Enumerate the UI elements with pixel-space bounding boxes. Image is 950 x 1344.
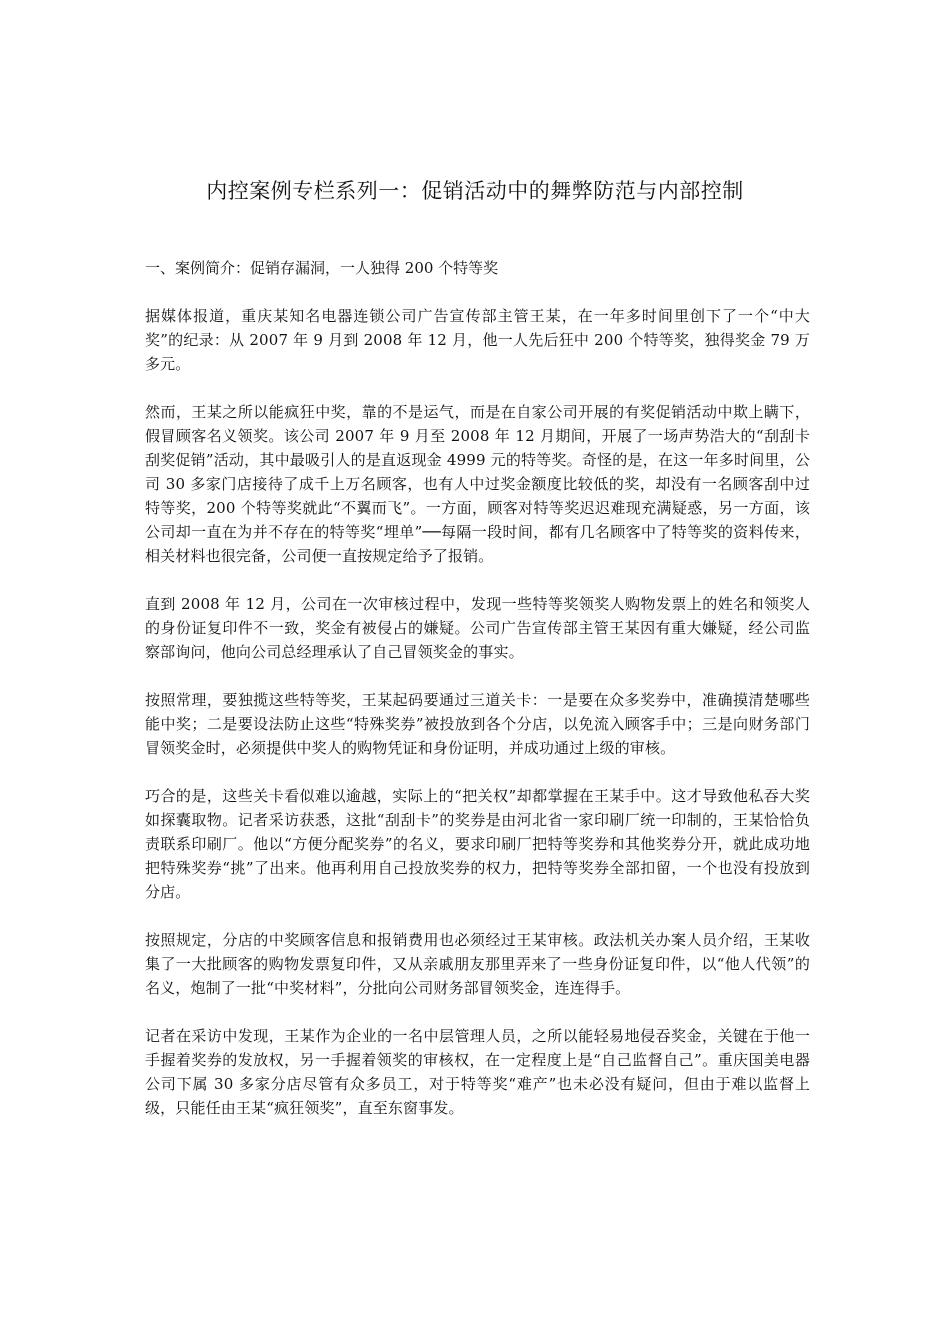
paragraph-2: 然而，王某之所以能疯狂中奖，靠的不是运气，而是在自家公司开展的有奖促销活动中欺上瞒下，假冒顾客名义领奖。该公司 2007 年 9 月至 2008 年 12 月期间，开展了一场声势浩大的“刮刮卡刮奖促销”活动，其中最吸引人的是直返现金 4999 元的特等奖。奇怪的是，在这一年多时间里，公司 30 多家门店接待了成千上万名顾客，也有人中过奖金额度比较低的奖，却没有一名顾客刮中过特等奖，200 个特等奖就此“不翼而飞”。一方面，顾客对特等奖迟迟难现充满疑惑，另一方面，该公司却一直在为并不存在的特等奖“埋单”──每隔一段时间，都有几名顾客中了特等奖的资料传来，相关材料也很完备，公司便一直按规定给予了报销。 — [145, 403, 810, 565]
paragraph-6: 按照规定，分店的中奖顾客信息和报销费用也必须经过王某审核。政法机关办案人员介绍，王某收集了一大批顾客的购物发票复印件，又从亲戚朋友那里弄来了一些身份证复印件，以“他人代领”的名义，炮制了一批“中奖材料”，分批向公司财务部冒领奖金，连连得手。 — [145, 931, 810, 997]
paragraph-3: 直到 2008 年 12 月，公司在一次审核过程中，发现一些特等奖领奖人购物发票上的姓名和领奖人的身份证复印件不一致，奖金有被侵占的嫌疑。公司广告宣传部主管王某因有重大嫌疑，经公司监察部询问，他向公司总经理承认了自己冒领奖金的事实。 — [145, 595, 810, 661]
paragraph-1: 据媒体报道，重庆某知名电器连锁公司广告宣传部主管王某，在一年多时间里创下了一个“中大奖”的纪录：从 2007 年 9 月到 2008 年 12 月，他一人先后狂中 200 个特等奖，独得奖金 79 万多元。 — [145, 307, 810, 373]
section-heading: 一、案例简介：促销存漏洞，一人独得 200 个特等奖 — [145, 259, 499, 277]
paragraph-4: 按照常理，要独揽这些特等奖，王某起码要通过三道关卡：一是要在众多奖券中，准确摸清楚哪些能中奖；二是要设法防止这些“特殊奖券”被投放到各个分店，以免流入顾客手中；三是向财务部门冒领奖金时，必须提供中奖人的购物凭证和身份证明，并成功通过上级的审核。 — [145, 691, 810, 757]
document-body — [145, 256, 810, 1144]
paragraph-5: 巧合的是，这些关卡看似难以逾越，实际上的“把关权”却都掌握在王某手中。这才导致他私吞大奖如探囊取物。记者采访获悉，这批“刮刮卡”的奖券是由河北省一家印刷厂统一印制的，王某恰恰负责联系印刷厂。他以“方便分配奖券”的名义，要求印刷厂把特等奖券和其他奖券分开，就此成功地把特殊奖券“挑”了出来。他再利用自己投放奖券的权力，把特等奖券全部扣留，一个也没有投放到分店。 — [145, 787, 810, 901]
paragraph-7: 记者在采访中发现，王某作为企业的一名中层管理人员，之所以能轻易地侵吞奖金，关键在于他一手握着奖券的发放权，另一手握着领奖的审核权，在一定程度上是“自己监督自己”。重庆国美电器公司下属 30 多家分店尽管有众多员工，对于特等奖“难产”也未必没有疑问，但由于难以监督上级，只能任由王某“疯狂领奖”，直至东窗事发。 — [145, 1027, 810, 1117]
document-title: 内控案例专栏系列一：促销活动中的舞弊防范与内部控制 — [206, 179, 744, 203]
